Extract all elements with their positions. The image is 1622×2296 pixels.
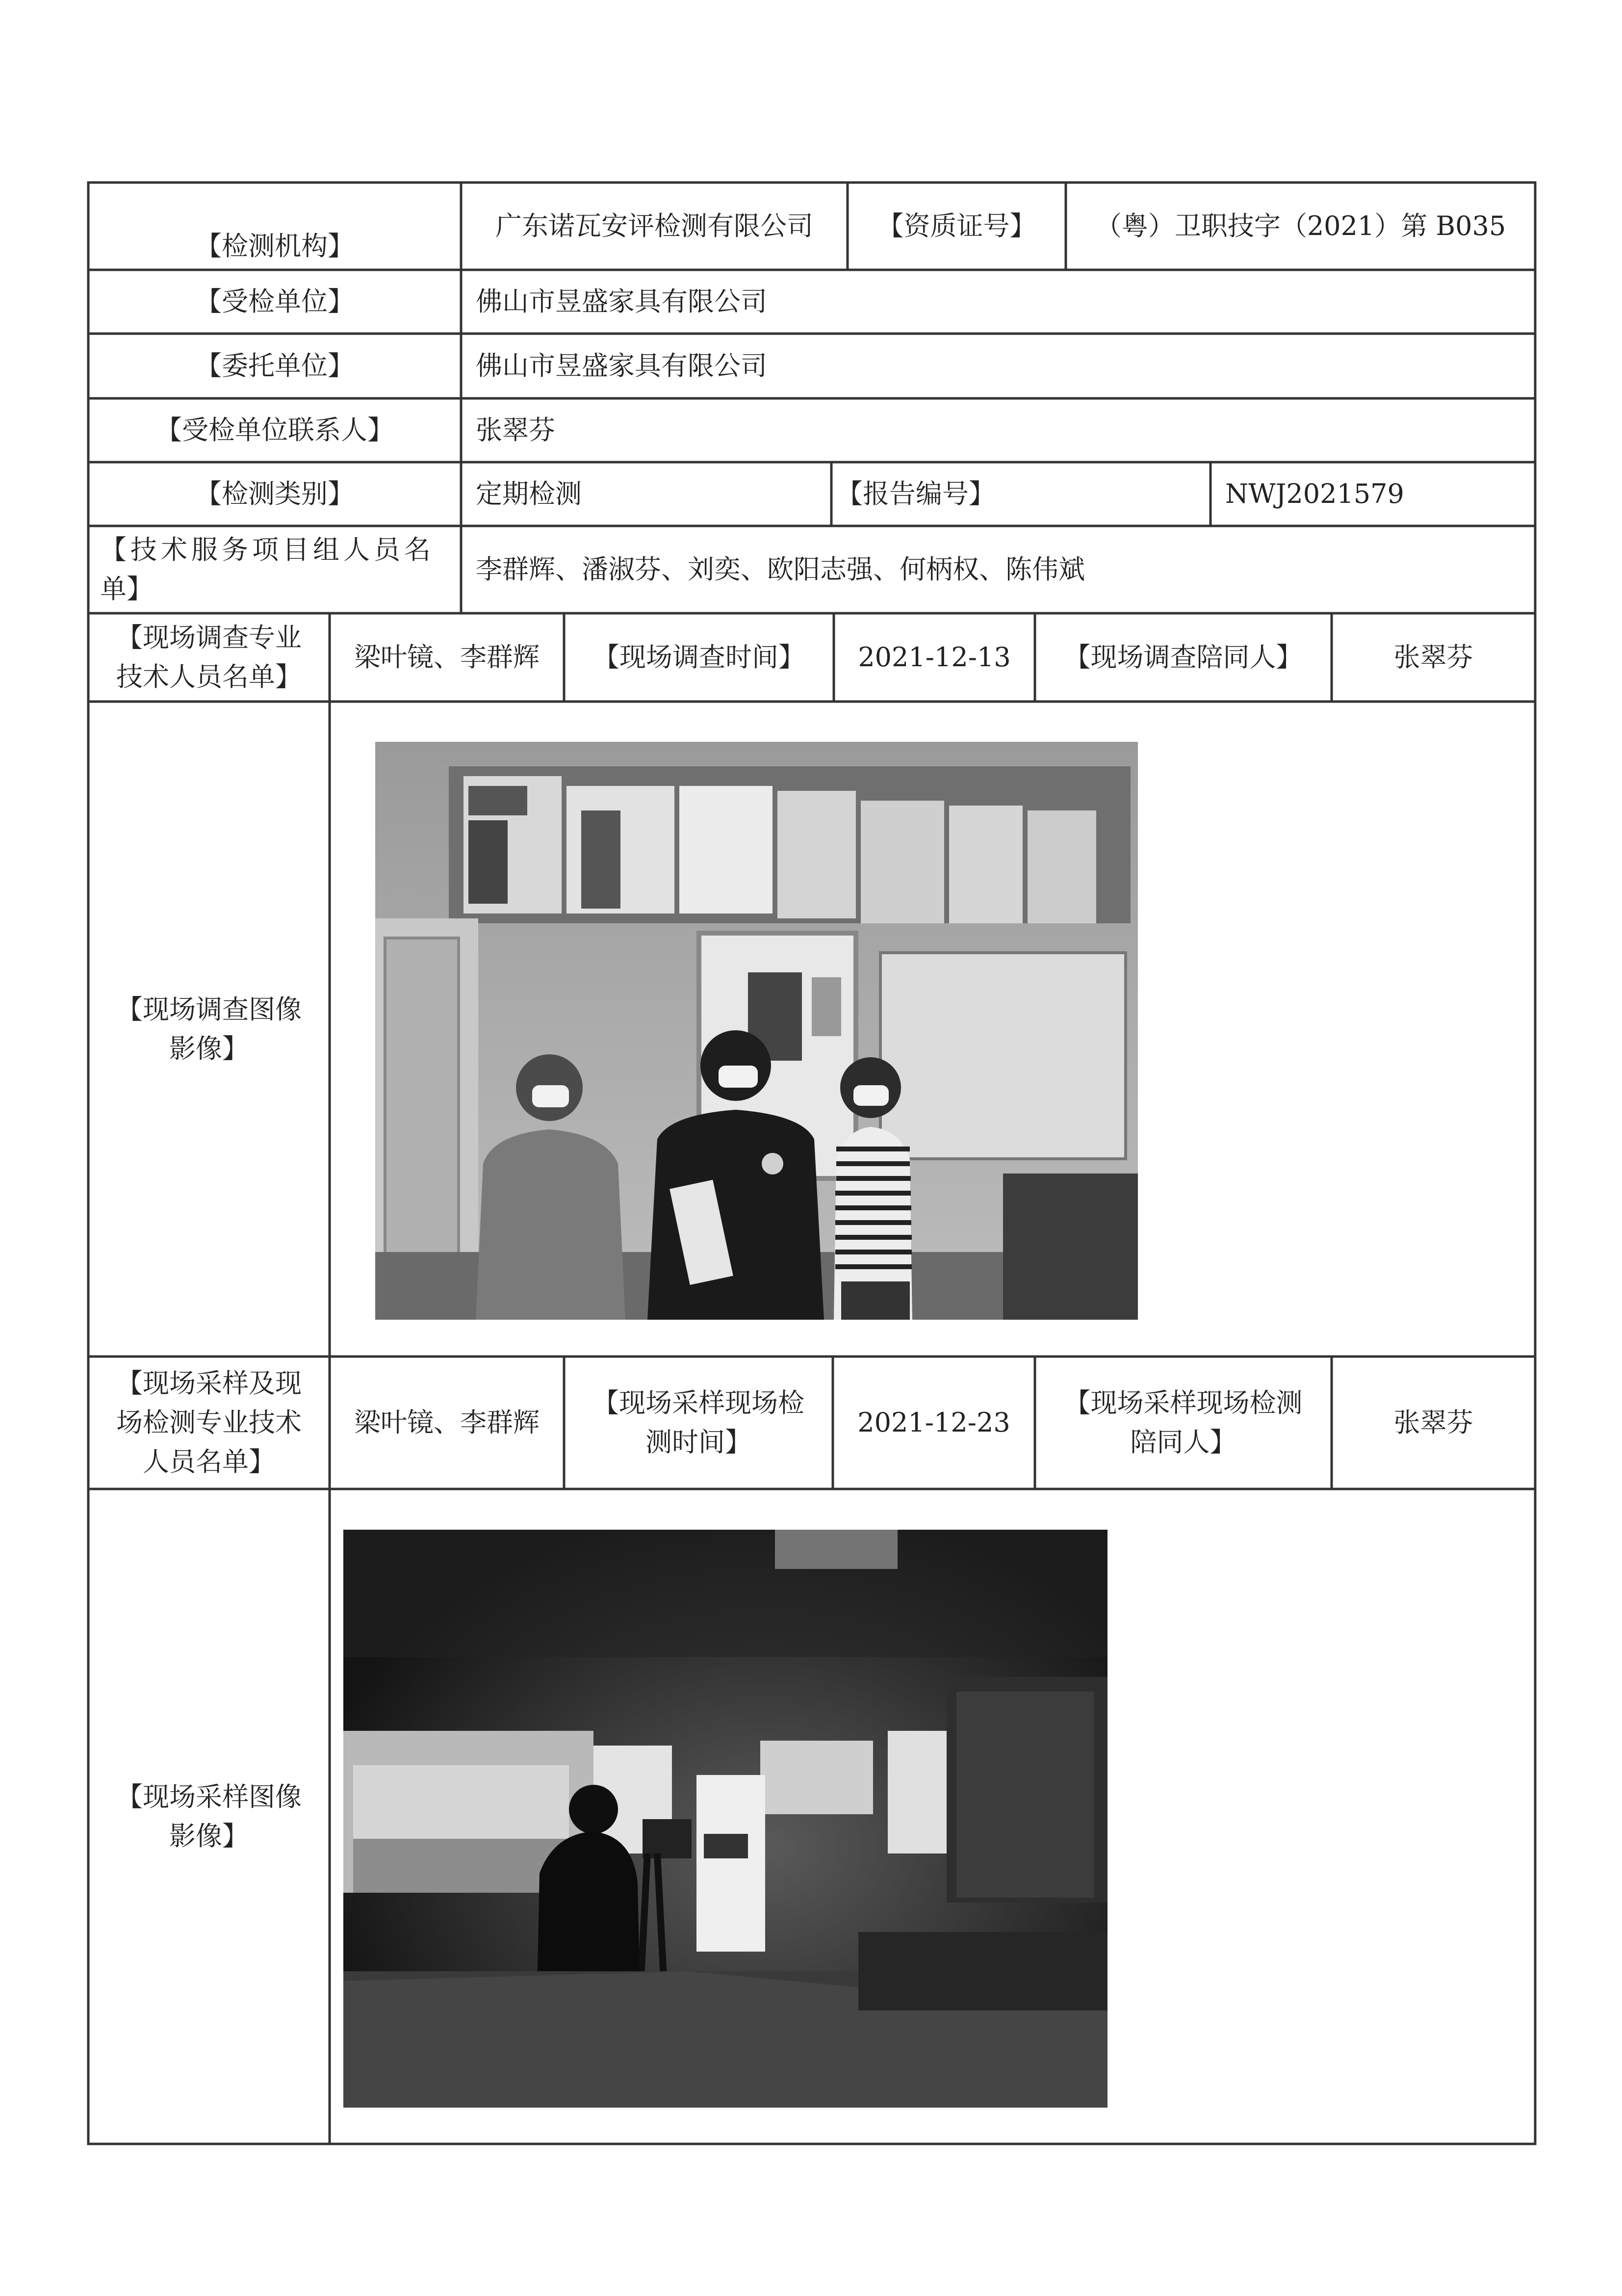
cert-value [1066, 183, 1535, 270]
team-value-text: 李群辉、潘淑芬、刘奕、欧阳志强、何柄权、陈伟斌 [476, 554, 1085, 585]
cert-value-text: （粤）卫职技字（2021）第 B035 [1095, 210, 1506, 241]
survey-escort-value-text: 张翠芬 [1393, 642, 1473, 673]
client-label [88, 334, 461, 398]
sampling-escort-label-line2: 陪同人】 [1130, 1427, 1236, 1458]
client-label-text: 【委托单位】 [195, 350, 354, 381]
org-label [88, 201, 461, 270]
report-label [831, 462, 1210, 526]
org-value-text: 广东诺瓦安评检测有限公司 [495, 210, 813, 241]
report-value [1210, 462, 1535, 526]
sampling-image-label [88, 1489, 330, 2144]
sampling-staff-label-line1: 【现场采样及现 [116, 1368, 302, 1399]
sampling-staff-label-line3: 人员名单】 [143, 1446, 275, 1477]
type-value-text: 定期检测 [476, 478, 582, 509]
inspected-value [461, 270, 1535, 334]
contact-value-text: 张翠芬 [476, 415, 555, 445]
sampling-time-value-text: 2021-12-23 [857, 1407, 1010, 1438]
sampling-staff-value [330, 1357, 564, 1489]
sampling-escort-value-text: 张翠芬 [1393, 1407, 1473, 1438]
contact-label [88, 398, 461, 462]
survey-time-label-text: 【现场调查时间】 [593, 642, 805, 673]
sampling-time-label-line2: 测时间】 [645, 1427, 751, 1458]
org-label-text: 【检测机构】 [195, 231, 354, 261]
survey-staff-value [330, 613, 564, 702]
report-value-text: NWJ2021579 [1225, 478, 1404, 509]
survey-image-label-line1: 【现场调查图像 [116, 993, 302, 1025]
contact-label-text: 【受检单位联系人】 [155, 415, 394, 445]
sampling-staff-label [88, 1357, 330, 1489]
client-value-text: 佛山市昱盛家具有限公司 [476, 350, 767, 381]
org-value [461, 183, 848, 270]
team-label-line1: 【技术服务项目组人员名 [100, 534, 435, 565]
survey-staff-value-text: 梁叶镜、李群辉 [354, 642, 540, 673]
survey-time-value [834, 613, 1035, 702]
sampling-time-label [564, 1357, 833, 1489]
type-value [461, 462, 831, 526]
report-label-text: 【报告编号】 [836, 478, 995, 509]
cert-label [848, 183, 1066, 270]
survey-staff-label-line1: 【现场调查专业 [116, 622, 302, 653]
sampling-image-label-line2: 影像】 [169, 1820, 249, 1852]
sampling-escort-label-line1: 【现场采样现场检测 [1064, 1387, 1303, 1418]
survey-escort-label-text: 【现场调查陪同人】 [1064, 642, 1303, 673]
inspected-label [88, 270, 461, 334]
inspected-label-text: 【受检单位】 [195, 286, 354, 317]
sampling-image-label-line1: 【现场采样图像 [116, 1781, 302, 1812]
type-label-text: 【检测类别】 [195, 478, 354, 509]
survey-time-label [564, 613, 834, 702]
team-value [461, 526, 1535, 613]
sampling-time-label-line1: 【现场采样现场检 [592, 1387, 804, 1418]
survey-time-value-text: 2021-12-13 [858, 642, 1011, 673]
survey-escort-label [1035, 613, 1332, 702]
inspected-value-text: 佛山市昱盛家具有限公司 [476, 286, 767, 317]
survey-staff-label [88, 613, 330, 702]
sampling-time-value [833, 1357, 1035, 1489]
contact-value [461, 398, 1535, 462]
survey-photo [375, 742, 1138, 1320]
cert-label-text: 【资质证号】 [877, 210, 1036, 241]
sampling-photo [343, 1530, 1107, 2108]
sampling-staff-label-line2: 场检测专业技术 [116, 1407, 302, 1438]
survey-escort-value [1332, 613, 1535, 702]
team-label-line2: 单】 [100, 574, 153, 604]
survey-image-label [88, 702, 330, 1357]
client-value [461, 334, 1535, 398]
survey-staff-label-line2: 技术人员名单】 [116, 661, 302, 692]
team-label [88, 526, 461, 613]
type-label [88, 462, 461, 526]
survey-image-label-line2: 影像】 [169, 1033, 249, 1064]
sampling-escort-value [1332, 1357, 1535, 1489]
sampling-staff-value-text: 梁叶镜、李群辉 [354, 1407, 540, 1438]
sampling-escort-label [1035, 1357, 1332, 1489]
